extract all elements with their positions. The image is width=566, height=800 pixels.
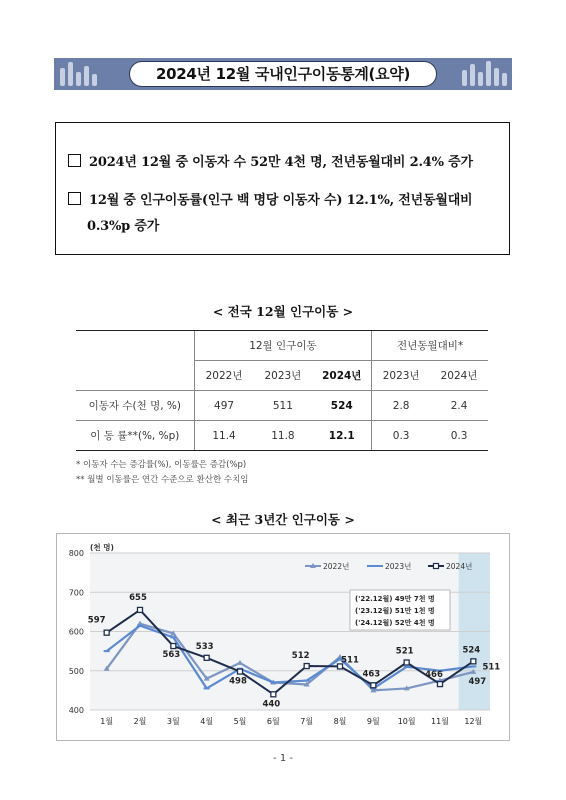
table-title: < 전국 12월 인구이동 > — [212, 304, 354, 319]
table-cell: 497 — [194, 391, 253, 421]
series-point — [137, 625, 143, 627]
annotation-text: ('24.12월) 52만 4천 명 — [355, 619, 435, 627]
y-tick-label: 500 — [68, 666, 84, 676]
series-point — [271, 692, 276, 697]
y-unit-label: (천 명) — [90, 543, 114, 552]
table-cell: 11.8 — [253, 421, 312, 451]
chart-title: < 최근 3년간 인구이동 > — [211, 512, 355, 527]
data-label: 533 — [195, 641, 214, 652]
annotation-text: ('23.12월) 51만 1천 명 — [355, 607, 435, 615]
page-title: 2024년 12월 국내인구이동통계(요약) — [155, 65, 411, 83]
y-tick-label: 600 — [68, 627, 84, 637]
table-cell: 0.3 — [430, 421, 488, 451]
series-point — [304, 664, 309, 669]
x-tick-label: 10월 — [397, 717, 416, 726]
y-tick-label: 400 — [68, 706, 84, 715]
x-tick-label: 2월 — [133, 717, 147, 726]
col-header: 2024년 — [312, 361, 371, 391]
x-tick-label: 5월 — [233, 717, 247, 726]
summary-text: 12월 중 인구이동률(인구 백 명당 이동자 수) 12.1%, 전년동월대비 — [89, 193, 473, 208]
x-tick-label: 9월 — [366, 717, 380, 726]
table-cell: 511 — [253, 391, 312, 421]
series-point — [404, 666, 410, 668]
x-tick-label: 11월 — [431, 717, 449, 726]
series-point — [304, 680, 310, 682]
series-point — [438, 682, 443, 687]
data-label: 511 — [482, 662, 501, 673]
data-label: 512 — [291, 651, 310, 662]
row-header: 이동자 수(천 명, %) — [76, 391, 194, 421]
series-point — [470, 665, 476, 667]
legend-label: 2023년 — [385, 562, 412, 571]
legend-label: 2022년 — [323, 562, 350, 571]
data-label: 466 — [425, 670, 443, 681]
y-tick-label: 800 — [68, 549, 84, 558]
table-cell: 11.4 — [194, 421, 253, 451]
annotation-text: ('22.12월) 49만 7천 명 — [355, 595, 435, 603]
series-point — [204, 687, 210, 689]
series-point — [404, 660, 409, 665]
col-header: 2024년 — [430, 361, 488, 391]
x-tick-label: 1월 — [100, 717, 114, 726]
x-tick-label: 8월 — [333, 717, 347, 726]
table-cell: 0.3 — [372, 421, 430, 451]
series-point — [204, 655, 209, 660]
page-number: - 1 - — [273, 753, 293, 764]
group-header-12m: 12월 인구이동 — [194, 331, 372, 361]
legend-marker — [434, 564, 439, 569]
data-label: 498 — [229, 676, 247, 687]
series-point — [104, 630, 109, 635]
table-cell: 2.8 — [372, 391, 430, 421]
summary-item-continuation: 0.3%p 증가 — [87, 219, 160, 234]
col-header: 2023년 — [372, 361, 430, 391]
table-cell: 12.1 — [312, 421, 371, 451]
data-label: 524 — [462, 645, 481, 656]
data-label: 511 — [341, 655, 359, 666]
data-label: 563 — [162, 650, 181, 661]
y-tick-label: 700 — [68, 588, 84, 598]
data-label: 655 — [129, 592, 147, 603]
series-point — [171, 644, 176, 649]
data-label: 463 — [362, 669, 381, 680]
series-point — [270, 682, 276, 684]
summary-text: 2024년 12월 중 이동자 수 52만 4천 명, 전년동월대비 2.4% 증가 — [89, 155, 473, 170]
row-header: 이 동 률**(%, %p) — [76, 421, 194, 451]
series-point — [170, 636, 176, 638]
table-cell: 2.4 — [430, 391, 488, 421]
x-tick-label: 12월 — [464, 717, 483, 726]
series-point — [471, 659, 476, 664]
series-point — [138, 607, 143, 612]
data-label: 497 — [468, 676, 487, 687]
col-header: 2023년 — [253, 361, 312, 391]
series-point — [238, 669, 243, 674]
x-tick-label: 3월 — [166, 717, 180, 726]
col-header: 2022년 — [194, 361, 253, 391]
legend-label: 2024년 — [446, 562, 473, 571]
group-header-yoy: 전년동월대비* — [372, 331, 488, 361]
x-tick-label: 6월 — [266, 717, 280, 726]
table-note: ** 월별 이동률은 연간 수준으로 환산한 수치임 — [76, 475, 249, 485]
data-label: 597 — [87, 615, 106, 626]
series-point — [104, 650, 110, 652]
series-point — [371, 683, 376, 688]
data-label: 521 — [395, 646, 414, 657]
table-cell: 524 — [312, 391, 371, 421]
data-label: 440 — [262, 699, 281, 710]
table-note: * 이동자 수는 증감률(%), 이동률은 증감(%p) — [76, 460, 247, 470]
x-tick-label: 7월 — [300, 717, 314, 726]
x-tick-label: 4월 — [200, 717, 214, 726]
